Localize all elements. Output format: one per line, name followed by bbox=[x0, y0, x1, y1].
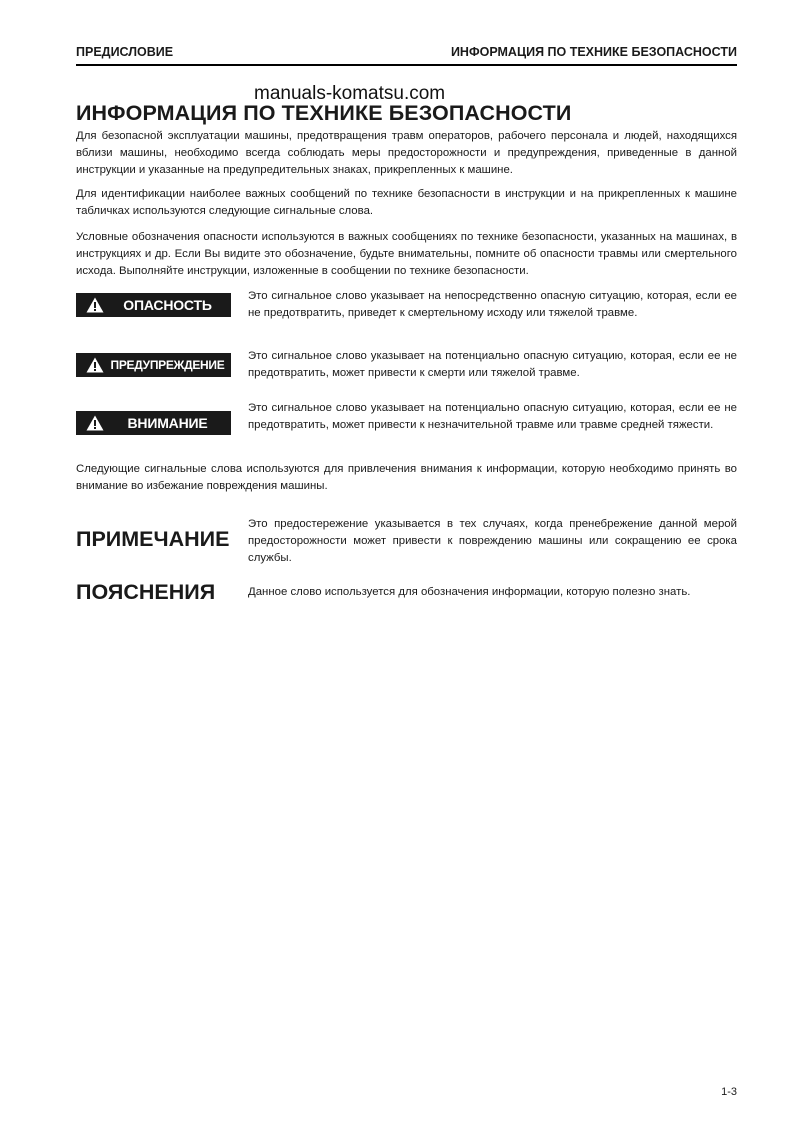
signal-description-danger: Это сигнальное слово указывает на непосредственно опасную ситуацию, которая, если ее не предотвратить, приведет к смертельному исходу или тяжелой травме. bbox=[248, 290, 737, 319]
notice-description-remarks: Данное слово используется для обозначения информации, которую полезно знать. bbox=[248, 586, 691, 598]
warning-triangle-icon bbox=[86, 357, 104, 373]
watermark-url: manuals-komatsu.com bbox=[254, 83, 446, 104]
signal-word: ВНИМАНИЕ bbox=[127, 415, 208, 431]
notice-word-note: ПРИМЕЧАНИЕ bbox=[76, 527, 230, 551]
warning-triangle-icon bbox=[86, 415, 104, 431]
header-chapter-title: ИНФОРМАЦИЯ ПО ТЕХНИКЕ БЕЗОПАСНОСТИ bbox=[450, 45, 737, 59]
signal-label-danger bbox=[76, 293, 231, 317]
signal-description-warning: Это сигнальное слово указывает на потенциально опасную ситуацию, которая, если ее не предотвратить, может привести к смерти или тяжелой травме. bbox=[248, 350, 737, 379]
signal-label-caution bbox=[76, 411, 231, 435]
intro-paragraph-1: Для безопасной эксплуатации машины, предотвращения травм операторов, рабочего персонала и людей, находящихся вблизи машины, необходимо всегда соблюдать меры предосторожности и предупреждения, приведенные в данной инструкции и указанные на предупредительных знаках, прикрепленных к машине. bbox=[76, 130, 737, 176]
notice-word-remarks: ПОЯСНЕНИЯ bbox=[76, 580, 216, 604]
signal-word: ОПАСНОСТЬ bbox=[123, 297, 212, 313]
notice-description-note: Это предостережение указывается в тех случаях, когда пренебрежение данной мерой предосторожности может привести к повреждению машины или сокращению ее срока службы. bbox=[248, 518, 737, 564]
signal-label-warning bbox=[76, 353, 231, 377]
intro-paragraph-3: Условные обозначения опасности используются в важных сообщениях по технике безопасности, указанных на машинах, в инструкциях и др. Если Вы видите это обозначение, будьте внимательны, помните об опасности травмы или смертельного исхода. Выполняйте инструкции, изложенные в сообщении по технике безопасности. bbox=[76, 231, 737, 277]
signal-description-caution: Это сигнальное слово указывает на потенциально опасную ситуацию, которая, если ее не предотвратить, может привести к незначительной травме или травме средней тяжести. bbox=[248, 402, 737, 431]
page-header bbox=[76, 44, 737, 66]
intro-paragraph-2: Для идентификации наиболее важных сообщений по технике безопасности в инструкции и на прикрепленных к машине табличках используются следующие сигнальные слова. bbox=[76, 188, 737, 217]
signal-word: ПРЕДУПРЕЖДЕНИЕ bbox=[110, 358, 225, 372]
intro-paragraph-4: Следующие сигнальные слова используются для привлечения внимания к информации, которую необходимо принять во внимание во избежание повреждения машины. bbox=[76, 463, 737, 492]
page-title: ИНФОРМАЦИЯ ПО ТЕХНИКЕ БЕЗОПАСНОСТИ bbox=[76, 101, 572, 125]
header-section-title: ПРЕДИСЛОВИЕ bbox=[76, 45, 174, 59]
warning-triangle-icon bbox=[86, 297, 104, 313]
page-number: 1-3 bbox=[721, 1086, 737, 1098]
